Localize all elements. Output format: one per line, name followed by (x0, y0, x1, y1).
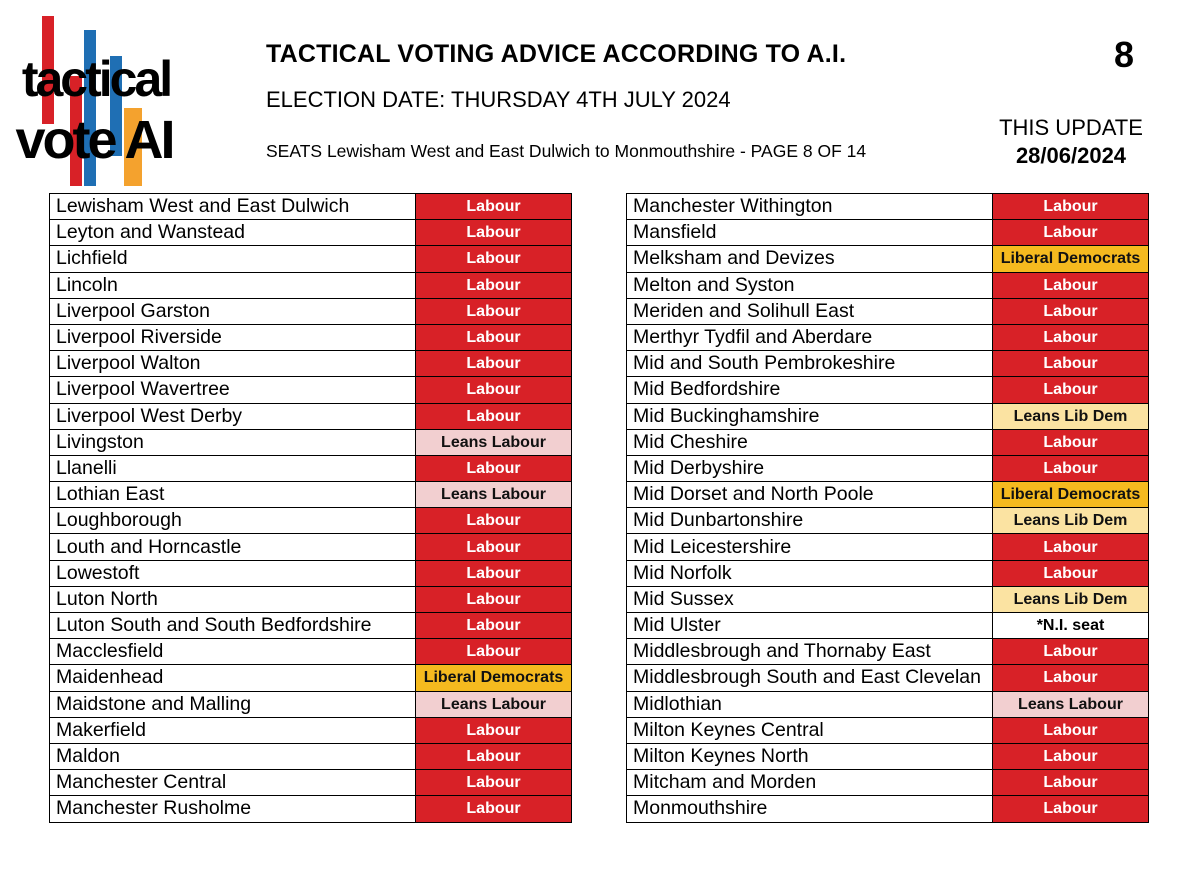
seat-row (50, 351, 572, 377)
constituency-name: Liverpool Walton (50, 351, 416, 377)
tactical-vote-verdict: Labour (993, 298, 1149, 324)
constituency-name: Mansfield (627, 220, 993, 246)
tactical-vote-verdict: Labour (993, 455, 1149, 481)
constituency-name: Mid Dunbartonshire (627, 508, 993, 534)
logo-line-1: tactical (21, 51, 171, 107)
tactical-vote-verdict: Labour (416, 220, 572, 246)
tactical-vote-verdict: Labour (993, 560, 1149, 586)
seats-table-right (626, 193, 1149, 823)
seat-row (50, 665, 572, 691)
update-label: THIS UPDATE (999, 115, 1143, 140)
tactical-vote-verdict: Leans Labour (993, 691, 1149, 717)
constituency-name: Middlesbrough and Thornaby East (627, 639, 993, 665)
seat-row (50, 298, 572, 324)
constituency-name: Melksham and Devizes (627, 246, 993, 272)
constituency-name: Maidstone and Malling (50, 691, 416, 717)
seats-table-left (49, 193, 572, 823)
constituency-name: Llanelli (50, 455, 416, 481)
constituency-name: Meriden and Solihull East (627, 298, 993, 324)
seat-row (50, 324, 572, 350)
logo-line-2: vote AI (15, 110, 173, 170)
constituency-name: Liverpool Wavertree (50, 377, 416, 403)
tactical-vote-verdict: Labour (416, 508, 572, 534)
seats-range: SEATS Lewisham West and East Dulwich to Monmouthshire - PAGE 8 OF 14 (266, 141, 867, 161)
tactical-vote-verdict: *N.I. seat (993, 613, 1149, 639)
constituency-name: Mid Bedfordshire (627, 377, 993, 403)
tactical-vote-verdict: Labour (416, 194, 572, 220)
seat-row (627, 743, 1149, 769)
seat-row (627, 429, 1149, 455)
tactical-vote-verdict: Labour (416, 455, 572, 481)
constituency-name: Lichfield (50, 246, 416, 272)
seat-row (50, 691, 572, 717)
seat-row (627, 717, 1149, 743)
constituency-name: Luton South and South Bedfordshire (50, 613, 416, 639)
constituency-name: Mid Buckinghamshire (627, 403, 993, 429)
tactical-vote-verdict: Labour (416, 324, 572, 350)
seat-row (50, 534, 572, 560)
seat-row (50, 743, 572, 769)
tactical-vote-verdict: Labour (993, 194, 1149, 220)
seat-row (627, 770, 1149, 796)
seat-row (627, 796, 1149, 822)
page-number: 8 (1113, 34, 1135, 75)
tactical-vote-verdict: Labour (416, 560, 572, 586)
constituency-name: Manchester Central (50, 770, 416, 796)
tactical-vote-verdict: Labour (993, 272, 1149, 298)
tactical-vote-verdict: Leans Lib Dem (993, 586, 1149, 612)
tactical-vote-verdict: Labour (993, 717, 1149, 743)
seat-row (50, 482, 572, 508)
tactical-vote-verdict: Liberal Democrats (993, 482, 1149, 508)
constituency-name: Maidenhead (50, 665, 416, 691)
tactical-vote-verdict: Labour (993, 351, 1149, 377)
constituency-name: Mid Derbyshire (627, 455, 993, 481)
constituency-name: Liverpool Garston (50, 298, 416, 324)
seat-row (627, 560, 1149, 586)
seat-row (50, 403, 572, 429)
tactical-vote-verdict: Labour (416, 639, 572, 665)
tactical-vote-verdict: Labour (416, 534, 572, 560)
tactical-vote-verdict: Labour (416, 586, 572, 612)
tactical-vote-verdict: Labour (416, 743, 572, 769)
seat-row (50, 220, 572, 246)
tactical-vote-verdict: Labour (416, 351, 572, 377)
constituency-name: Lowestoft (50, 560, 416, 586)
seat-row (627, 613, 1149, 639)
tactical-vote-verdict: Labour (416, 770, 572, 796)
tactical-vote-verdict: Leans Lib Dem (993, 508, 1149, 534)
seat-row (50, 455, 572, 481)
constituency-name: Manchester Withington (627, 194, 993, 220)
seat-row (50, 717, 572, 743)
seat-row (50, 429, 572, 455)
constituency-name: Liverpool Riverside (50, 324, 416, 350)
tactical-vote-verdict: Labour (416, 796, 572, 822)
seat-row (50, 508, 572, 534)
constituency-name: Macclesfield (50, 639, 416, 665)
seat-row (627, 324, 1149, 350)
constituency-name: Makerfield (50, 717, 416, 743)
seat-row (50, 639, 572, 665)
constituency-name: Mid and South Pembrokeshire (627, 351, 993, 377)
tactical-vote-verdict: Leans Labour (416, 429, 572, 455)
tactical-vote-verdict: Labour (993, 324, 1149, 350)
seat-row (627, 246, 1149, 272)
constituency-name: Lothian East (50, 482, 416, 508)
constituency-name: Lewisham West and East Dulwich (50, 194, 416, 220)
tactical-vote-verdict: Labour (416, 717, 572, 743)
constituency-name: Mitcham and Morden (627, 770, 993, 796)
tactical-vote-verdict: Liberal Democrats (416, 665, 572, 691)
seat-row (50, 586, 572, 612)
tactical-vote-verdict: Labour (993, 429, 1149, 455)
constituency-name: Melton and Syston (627, 272, 993, 298)
tactical-vote-verdict: Labour (993, 534, 1149, 560)
seat-row (50, 377, 572, 403)
constituency-name: Luton North (50, 586, 416, 612)
tactical-vote-verdict: Labour (993, 639, 1149, 665)
seat-row (627, 403, 1149, 429)
page-title: TACTICAL VOTING ADVICE ACCORDING TO A.I. (266, 40, 847, 68)
constituency-name: Mid Sussex (627, 586, 993, 612)
tactical-vote-verdict: Labour (416, 272, 572, 298)
constituency-name: Merthyr Tydfil and Aberdare (627, 324, 993, 350)
update-date: 28/06/2024 (1015, 143, 1127, 168)
seat-row (627, 377, 1149, 403)
tactical-vote-verdict: Leans Labour (416, 691, 572, 717)
constituency-name: Maldon (50, 743, 416, 769)
constituency-name: Middlesbrough South and East Clevelan (627, 665, 993, 691)
seat-row (50, 272, 572, 298)
constituency-name: Liverpool West Derby (50, 403, 416, 429)
seat-row (50, 194, 572, 220)
seat-row (627, 220, 1149, 246)
tactical-vote-ai-logo (14, 16, 178, 186)
seat-row (627, 455, 1149, 481)
seat-row (627, 482, 1149, 508)
constituency-name: Lincoln (50, 272, 416, 298)
tactical-vote-verdict: Labour (993, 665, 1149, 691)
seat-row (627, 351, 1149, 377)
seat-row (627, 534, 1149, 560)
tactical-vote-verdict: Labour (993, 770, 1149, 796)
tactical-vote-verdict: Labour (416, 613, 572, 639)
tactical-vote-verdict: Labour (993, 377, 1149, 403)
seat-row (627, 586, 1149, 612)
constituency-name: Midlothian (627, 691, 993, 717)
seat-row (627, 298, 1149, 324)
constituency-name: Milton Keynes Central (627, 717, 993, 743)
constituency-name: Louth and Horncastle (50, 534, 416, 560)
constituency-name: Loughborough (50, 508, 416, 534)
tactical-vote-verdict: Leans Lib Dem (993, 403, 1149, 429)
seat-row (50, 770, 572, 796)
constituency-name: Mid Ulster (627, 613, 993, 639)
constituency-name: Leyton and Wanstead (50, 220, 416, 246)
seat-row (50, 796, 572, 822)
constituency-name: Mid Norfolk (627, 560, 993, 586)
tactical-vote-verdict: Labour (993, 796, 1149, 822)
tactical-vote-verdict: Labour (993, 220, 1149, 246)
tactical-vote-verdict: Labour (416, 246, 572, 272)
constituency-name: Livingston (50, 429, 416, 455)
seat-row (627, 691, 1149, 717)
election-date: ELECTION DATE: THURSDAY 4TH JULY 2024 (266, 87, 731, 112)
seat-row (627, 665, 1149, 691)
seat-row (50, 560, 572, 586)
tactical-vote-verdict: Labour (416, 403, 572, 429)
seat-row (627, 194, 1149, 220)
seat-row (50, 246, 572, 272)
seat-row (627, 272, 1149, 298)
tactical-vote-verdict: Labour (416, 377, 572, 403)
tactical-vote-verdict: Liberal Democrats (993, 246, 1149, 272)
constituency-name: Mid Leicestershire (627, 534, 993, 560)
seat-row (627, 639, 1149, 665)
tactical-vote-verdict: Labour (993, 743, 1149, 769)
constituency-name: Milton Keynes North (627, 743, 993, 769)
tactical-vote-verdict: Leans Labour (416, 482, 572, 508)
constituency-name: Monmouthshire (627, 796, 993, 822)
constituency-name: Mid Dorset and North Poole (627, 482, 993, 508)
constituency-name: Mid Cheshire (627, 429, 993, 455)
seat-row (627, 508, 1149, 534)
seat-row (50, 613, 572, 639)
constituency-name: Manchester Rusholme (50, 796, 416, 822)
tactical-vote-verdict: Labour (416, 298, 572, 324)
